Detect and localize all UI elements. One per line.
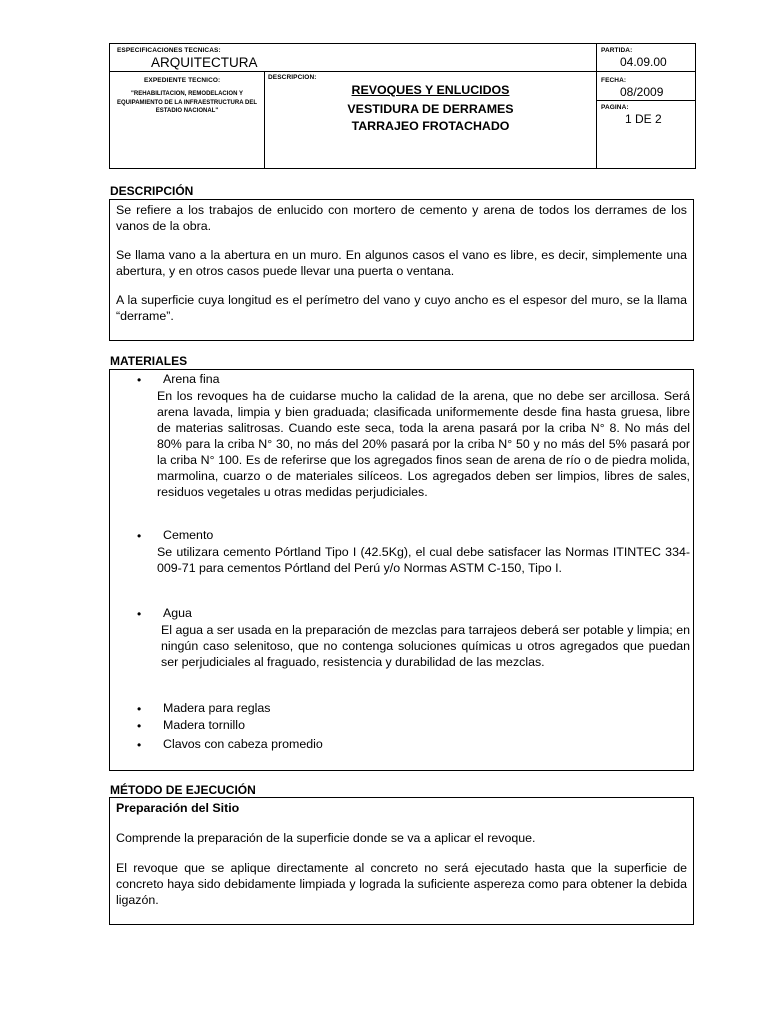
spec-header-table [109, 43, 696, 169]
madera-tornillo-label: Madera tornillo [163, 718, 245, 732]
metodo-paragraph: El revoque que se aplique directamente al concreto no será ejecutado hasta que la superficie de concreto haya sido debidamente limpiada y lograda la suficiente aspereza como para obtener la debida ligazón. [116, 861, 687, 907]
bullet-cemento: • [137, 529, 142, 543]
desc-line-1-text: REVOQUES Y ENLUCIDOS [351, 83, 510, 97]
spec-value: ARQUITECTURA [151, 55, 258, 70]
cemento-label: Cemento [163, 528, 214, 542]
bullet-agua: • [137, 607, 142, 621]
madera-reglas-label: Madera para reglas [163, 701, 271, 715]
agua-text: El agua a ser usada en la preparación de mezclas para tarrajeos deberá ser potable y limpia; en ningún caso selenitoso, que no contenga soluciones químicas u otros agregados que puedan ser perjudiciales al fraguado, resistencia y durabilidad de las mezclas. [161, 623, 690, 669]
metodo-box [109, 797, 694, 925]
arena-label: Arena fina [163, 372, 220, 386]
pagina-value: 1 DE 2 [625, 112, 662, 126]
materiales-title: MATERIALES [110, 354, 188, 368]
spec-label: ESPECIFICACIONES TECNICAS: [117, 47, 221, 54]
expediente-text: "REHABILITACION, REMODELACION Y EQUIPAMIENTO DE LA INFRAESTRUCTURA DEL ESTADIO NACIONAL" [116, 91, 257, 114]
bullet-clavos: • [137, 738, 142, 752]
clavos-label: Clavos con cabeza promedio [163, 737, 323, 751]
header-right-divider [596, 44, 597, 168]
cemento-text: Se utilizara cemento Pórtland Tipo I (42.5Kg), el cual debe satisfacer las Normas ITINTEC 334-009-71 para cementos Pórtland del Perú y/o Normas ASTM C-150, Tipo I. [157, 545, 690, 575]
bullet-madera-tornillo: • [137, 719, 142, 733]
bullet-madera-reglas: • [137, 702, 142, 716]
fecha-value: 08/2009 [620, 85, 664, 99]
metodo-title: MÉTODO DE EJECUCIÓN [110, 783, 256, 797]
desc-line-3: TARRAJEO FROTACHADO [351, 119, 510, 133]
metodo-paragraph: Comprende la preparación de la superficie donde se va a aplicar el revoque. [116, 831, 536, 845]
header-fecha-divider [596, 100, 695, 101]
partida-value: 04.09.00 [620, 55, 667, 69]
descripcion-paragraph: Se llama vano a la abertura en un muro. En algunos casos el vano es libre, es decir, simplemente una abertura, y en otros casos puede llevar una puerta o ventana. [116, 248, 687, 278]
metodo-subtitle: Preparación del Sitio [116, 801, 240, 815]
bullet-arena: • [137, 373, 142, 387]
arena-text: En los revoques ha de cuidarse mucho la calidad de la arena, que no debe ser arcillosa. Será arena lavada, limpia y bien graduada; clasificada uniformemente desde fina hasta gruesa, libre de materias salitrosas. Cuando este seca, toda la arena pasará por la criba N° 8. No más del 80% para la criba N° 30, no más del 20% pasará por la criba N° 50 y no más del 5% pasará por la criba N° 100. Es de referirse que los agregados finos sean de arena de río o de piedra molida, marmolina, cuarzo o de materiales silíceos. Los agregados deben ser limpios, libres de sales, residuos vegetales u otras medidas perjudiciales. [157, 389, 690, 499]
pagina-label: PAGINA: [601, 104, 629, 111]
descripcion-paragraph: A la superficie cuya longitud es el perímetro del vano y cuyo ancho es el espesor del muro, se la llama “derrame”. [116, 293, 687, 323]
descripcion-label: DESCRIPCION: [268, 74, 317, 81]
descripcion-paragraph: Se refiere a los trabajos de enlucido con mortero de cemento y arena de todos los derrames de los vanos de la obra. [116, 203, 687, 233]
fecha-label: FECHA: [601, 77, 627, 84]
partida-label: PARTIDA: [601, 47, 633, 54]
desc-line-2: VESTIDURA DE DERRAMES [347, 102, 514, 116]
header-row-divider [110, 71, 695, 72]
descripcion-title: DESCRIPCIÓN [110, 184, 194, 198]
agua-label: Agua [163, 606, 192, 620]
desc-line-1 [265, 83, 596, 97]
expediente-label: EXPEDIENTE TECNICO: [144, 77, 221, 84]
descripcion-box [109, 199, 694, 341]
